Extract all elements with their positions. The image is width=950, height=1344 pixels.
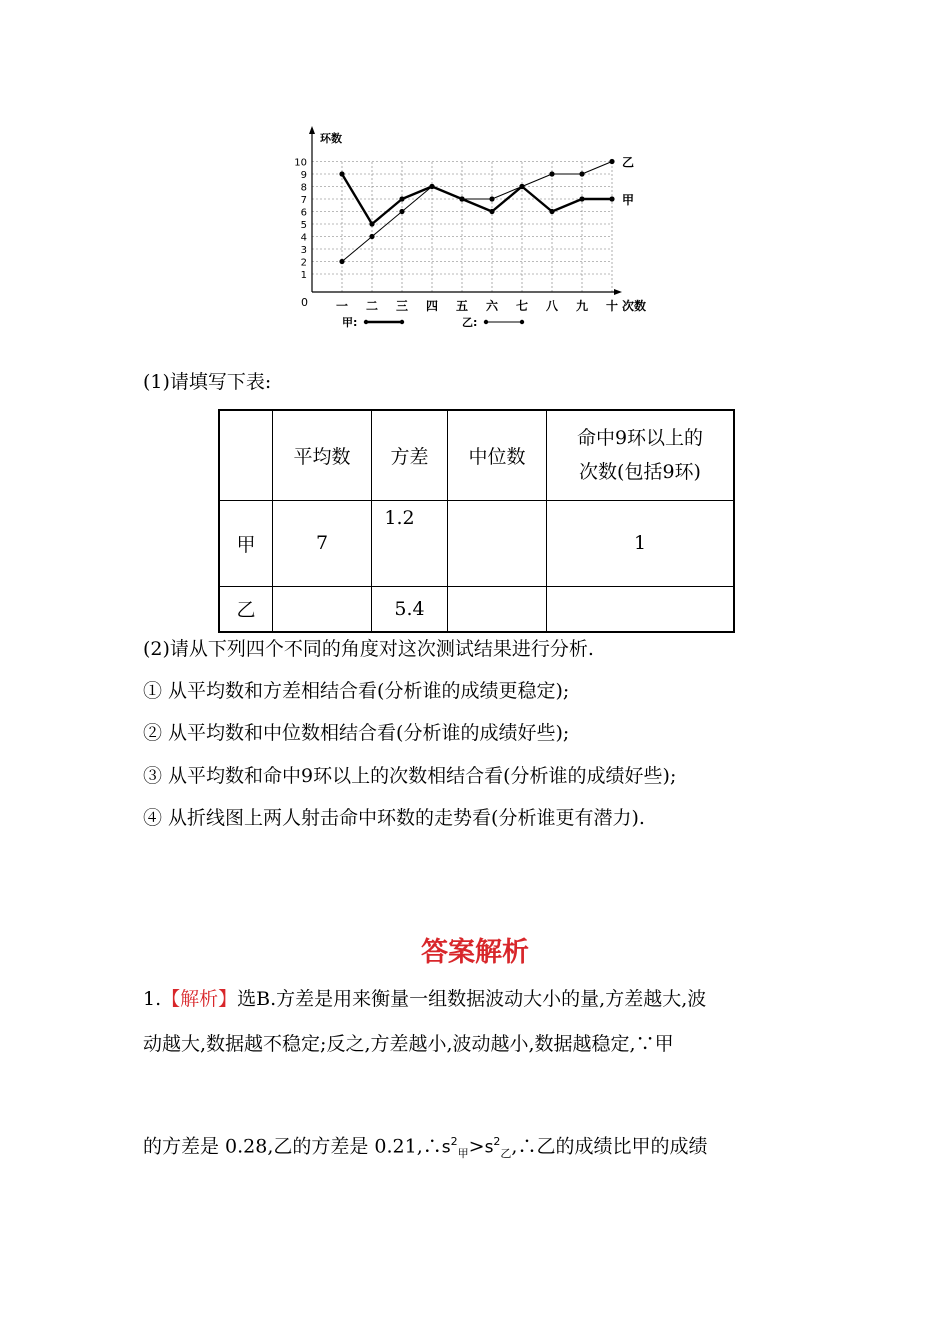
y-tick-label: 10 xyxy=(294,157,307,169)
y-tick-label: 2 xyxy=(300,257,307,269)
x-tick-label: 八 xyxy=(545,299,559,313)
data-point xyxy=(579,171,584,176)
cell-variance-yi: 5.4 xyxy=(372,586,448,632)
x-tick-label: 五 xyxy=(455,299,469,313)
chart-series xyxy=(339,156,634,265)
x-axis-arrow xyxy=(614,289,622,295)
data-point xyxy=(489,196,494,201)
legend-label: 乙: xyxy=(462,316,478,329)
header-cell-empty xyxy=(219,410,273,500)
data-point xyxy=(609,196,614,201)
table-header-row xyxy=(219,410,734,500)
y-tick-label: 4 xyxy=(300,232,307,244)
legend-marker xyxy=(400,320,404,324)
list-item: ② 从平均数和中位数相结合看(分析谁的成绩好些); xyxy=(143,722,570,744)
cell-hits-jia: 1 xyxy=(547,500,735,586)
data-point xyxy=(549,171,554,176)
variance-symbol-yi: s xyxy=(484,1137,494,1158)
header-mean: 平均数 xyxy=(273,410,372,500)
chart-grid xyxy=(312,162,612,293)
series-end-label: 乙 xyxy=(622,155,635,170)
header-variance: 方差 xyxy=(372,410,448,500)
legend-label: 甲: xyxy=(342,316,358,329)
header-hits-line2: 次数(包括9环) xyxy=(579,461,701,484)
x-tick-label: 七 xyxy=(515,299,529,313)
q1-prompt: (1)请填写下表: xyxy=(143,371,272,393)
x-tick-label: 六 xyxy=(485,299,499,313)
x-tick-label: 九 xyxy=(575,299,589,313)
subscript-jia: 甲 xyxy=(457,1147,469,1161)
x-axis-label: 次数 xyxy=(622,299,647,313)
table-row xyxy=(219,500,734,586)
data-point xyxy=(339,259,344,264)
y-tick-label: 5 xyxy=(300,220,307,231)
data-point xyxy=(399,196,404,201)
data-point xyxy=(609,159,614,164)
answer-header: 答案解析 xyxy=(421,937,529,968)
chart-legend xyxy=(342,316,524,329)
subscript-yi: 乙 xyxy=(500,1147,512,1161)
series-end-label: 甲 xyxy=(622,193,635,207)
data-point xyxy=(489,209,494,214)
x-tick-label: 一 xyxy=(335,299,349,313)
y-tick-label: 7 xyxy=(300,195,307,206)
data-point xyxy=(579,196,584,201)
cell-variance-jia-value: 1.2 xyxy=(384,506,415,529)
line-chart xyxy=(270,120,670,340)
cell-mean-yi xyxy=(273,586,372,632)
cell-median-yi xyxy=(448,586,547,632)
answer-text-3b: ,∴乙的成绩比甲的成绩 xyxy=(511,1135,708,1158)
list-item: ① 从平均数和方差相结合看(分析谁的成绩更稳定); xyxy=(143,680,570,702)
data-point xyxy=(519,184,524,189)
data-point xyxy=(429,184,434,189)
data-point xyxy=(549,209,554,214)
cell-variance-jia xyxy=(372,500,448,586)
cell-mean-jia: 7 xyxy=(273,500,372,586)
origin-label: 0 xyxy=(301,296,308,309)
data-point xyxy=(339,171,344,176)
answer-line-2: 动越大,数据越不稳定;反之,方差越小,波动越小,数据越稳定,∵甲 xyxy=(143,1033,674,1055)
y-tick-label: 6 xyxy=(300,207,307,219)
y-tick-label: 3 xyxy=(300,245,307,256)
row-name-yi: 乙 xyxy=(219,586,273,632)
cell-hits-yi xyxy=(547,586,735,632)
data-point xyxy=(369,221,374,226)
answer-line-1 xyxy=(143,987,706,1011)
analysis-tag: 【解析】 xyxy=(161,988,238,1010)
data-point xyxy=(399,209,404,214)
answer-line-3 xyxy=(143,1130,707,1166)
list-item: ④ 从折线图上两人射击命中环数的走势看(分析谁更有潜力). xyxy=(143,807,645,829)
legend-marker xyxy=(364,320,368,324)
y-axis-arrow xyxy=(309,126,315,134)
y-axis-label: 环数 xyxy=(320,132,342,145)
table-row xyxy=(219,586,734,632)
header-hits-line1: 命中9环以上的 xyxy=(576,427,704,450)
chart-axes xyxy=(309,126,622,295)
data-point xyxy=(459,196,464,201)
variance-symbol-jia: s xyxy=(441,1137,451,1158)
answer-text-3a: 的方差是 0.28,乙的方差是 0.21,∴ xyxy=(143,1135,442,1158)
row-name-jia: 甲 xyxy=(219,500,273,586)
header-median: 中位数 xyxy=(448,410,547,500)
x-tick-label: 十 xyxy=(605,299,619,313)
x-tick-label: 二 xyxy=(365,299,379,313)
answer-text-1: 选B.方差是用来衡量一组数据波动大小的量,方差越大,波 xyxy=(237,988,707,1010)
header-hits xyxy=(547,410,735,500)
y-tick-label: 1 xyxy=(300,270,307,281)
square-superscript: 2 xyxy=(493,1135,501,1148)
x-tick-label: 三 xyxy=(395,299,409,313)
legend-marker xyxy=(520,320,524,324)
cell-median-jia xyxy=(448,500,547,586)
legend-marker xyxy=(484,320,488,324)
greater-than-sign: > xyxy=(468,1135,485,1158)
stats-table xyxy=(218,409,735,633)
q2-prompt: (2)请从下列四个不同的角度对这次测试结果进行分析. xyxy=(143,638,594,660)
x-tick-label: 四 xyxy=(425,299,439,313)
y-tick-label: 8 xyxy=(300,182,307,194)
data-point xyxy=(369,234,374,239)
square-superscript: 2 xyxy=(450,1135,458,1148)
y-tick-label: 9 xyxy=(300,170,307,181)
answer-number: 1. xyxy=(143,988,162,1010)
list-item: ③ 从平均数和命中9环以上的次数相结合看(分析谁的成绩好些); xyxy=(143,765,677,787)
